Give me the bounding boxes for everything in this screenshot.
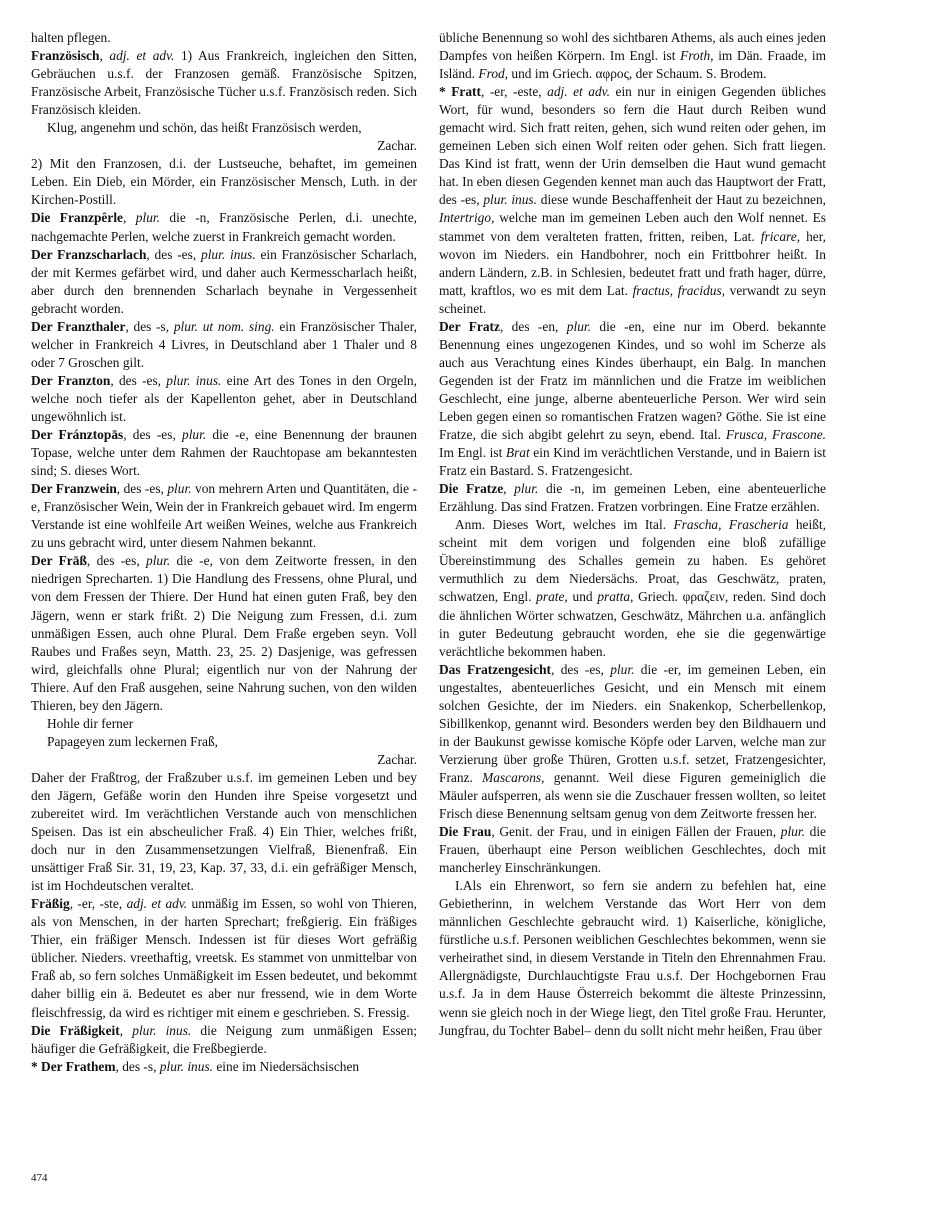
definition-paragraph: 2) Mit den Franzosen, d.i. der Lustseuche, behaftet, im gemeinen Leben. Ein Dieb, ein Mörder, ein Französischer Mensch, Luth. in der Kirchen-Postill. (31, 156, 417, 208)
verse-quote: Hohle dir ferner (47, 715, 134, 731)
definition-text: , Genit. der Frau, und in einigen Fällen der Frauen, (491, 824, 781, 840)
grammar-note: plur. (514, 481, 539, 497)
definition-text: ein Französischer Scharlach, der mit Kermes gefärbet wird, und daher auch Kermesscharlach heißt, aber durch den brennenden Scharlach beynahe in Vergessenheit gebracht worden. (31, 246, 417, 316)
foreign-word: prate, (536, 589, 568, 605)
foreign-word: Brat (505, 445, 530, 461)
definition-text: die -e, eine Benennung der braunen Topase, welche unter dem Rahmen der Rauchtopase am bekanntesten sind; S. dieses Wort. (31, 427, 418, 479)
inflection: , (119, 1022, 133, 1038)
inflection: , des -es, (86, 553, 146, 569)
definition-text: Im Engl. ist (439, 445, 506, 461)
definition-paragraph: Daher der Fraßtrog, der Fraßzuber u.s.f. im gemeinen Leben und bey den Jägern, Gefäße worin den Hunden ihre Speise vorgesetzt und zubereitet wird. Im verächtlichen Verstande auch von menschlichen Speisen. Das ist ein abscheulicher Fraß. 4) Ein Thier, welches frißt, doch nur in den Zusammensetzungen Vielfraß, Bienenfraß. Ein unsättiger Fraß Sir. 31, 19, 23, Kap. 37, 33, d.i. ein gefräßiger Mensch, ist im Hochdeutschen veraltet. (31, 769, 417, 894)
headword: Der Franzthaler (31, 318, 126, 334)
headword: Der Franzwein (31, 481, 117, 497)
foreign-word: Frusca, Frascone. (725, 427, 826, 443)
foreign-word: Frascha, Frascheria (673, 517, 789, 533)
definition-text: unmäßig im Essen, so wohl von Thieren, als von Menschen, in der harten Sprechart; freßgierig. Ein fräßiges Thier, ein fräßiger Mensch. Indessen ist für dieses Wort gefräßig üblicher. Nieders. vreethaftig, vreetsk. Es stammet von unmittelbar von Fraß ab, so fern solches Unmäßigkeit im Essen bedeutet, und bekommt daher billig ein ä. Bedeutet es aber nur fressend, wie in dem Worte fleischfressig, da wird es richtiger mit einem e geschrieben. S. Fressig. (31, 896, 417, 1020)
headword: Die Franzpêrle (31, 210, 123, 226)
entry-fratz (439, 318, 826, 480)
entry-fraessigkeit (31, 1022, 417, 1058)
entry-franzthaler (31, 318, 417, 372)
inflection: , des -en, (499, 318, 567, 334)
definition-text: her, wovon im Nieders. ein Handbohrer, noch ein Frittbohrer heißt. In andern Ländern, z.B. in Schlesien, bedeutet fratt und frath hager, dürre, matt, kraftlos, wo es mit dem Lat. (439, 228, 826, 298)
inflection: , des -es, (123, 427, 182, 443)
entry-frass (31, 552, 417, 714)
foreign-word: Froth, (680, 48, 714, 64)
entry-franzoesisch: Französisch, adj. et adv. 1) Aus Frankreich, ingleichen den Sitten, Gebräuchen u.s.f. der Franzosen gemäß. Französische Spitzen, Französische Arbeit, Französische Tücher u.s.f. Französisch reden. Sich Französisch kleiden. (31, 48, 417, 118)
grammar-note: plur. inus. (483, 192, 537, 208)
entry-fratt (439, 83, 826, 318)
headword: Der Fránztopās (31, 427, 124, 443)
headword: Fräßig (31, 896, 70, 912)
entry-frathem (31, 1058, 417, 1076)
headword: Das Fratzengesicht (439, 661, 551, 677)
grammar-note: plur. (610, 661, 635, 677)
note-paragraph (439, 516, 826, 660)
entry-franzscharlach (31, 246, 417, 318)
definition-text: ein Kind im verächtlichen Verstande, und in Baiern ist Fratz ein Bastard. S. Fratzengesicht. (439, 445, 826, 479)
headword: Der Fratz (439, 318, 500, 334)
verse-quote: Klug, angenehm und schön, das heißt Französisch werden, (47, 120, 362, 136)
inflection: , -er, -ste, (69, 896, 127, 912)
definition-text: welche man im gemeinen Leben auch den Wolf nennet. Es stammet von dem veralteten fratten, fritten, reiben, Lat. (439, 210, 826, 244)
left-column (31, 29, 417, 1076)
quote-source: Zachar. (377, 751, 417, 767)
definition-text: die Frauen, überhaupt eine Person weiblichen Geschlechtes, doch mit mancherley Einschränkungen. (439, 824, 826, 876)
definition-text: die -er, im gemeinen Leben, ein ungestaltes, abenteuerliches Gesicht, und ein Mensch mit einem solchen Gesichte, der im Nieders. ein Snakenkop, Scherbellenkop, Sibillkenkop, genannt wird. Besonders werden bey den Bildhauern und in der Baukunst gewisse komische Köpfe oder Larven, welche man zur Verzierung über große Thüren, Grotten u.s.f. setzet, Fratzengesichter, Franz. (439, 661, 826, 785)
inflection: , -er, -este, (480, 84, 548, 100)
definition-text: ein nur in einigen Gegenden übliches Wort, für wund, besonders so fern die Haut durch Reiben wund gemacht wird. Sich fratt reiten, gehen, sich wund reiten oder gehen, im gemeinen Leben sich einen Wolf reiten oder gehen. Sich fratt liegen. Das Kind ist fratt, wenn der Urin demselben die Haut wund gemacht hat. In eben diesen Gegenden kennet man auch das Hauptwort der Fratt, des -es, (439, 84, 826, 208)
foreign-word: fricare, (760, 228, 801, 244)
grammar-note: adj. et adv. (126, 896, 188, 912)
definition-paragraph: I.Als ein Ehrenwort, so fern sie andern zu befehlen hat, eine Gebietherinn, in welchem Verstande das Wort Herr von dem männlichen Geschlechte gebraucht wird. 1) Kaiserliche, königliche, fürstliche u.s.f. Personen weiblichen Geschlechtes bekommen, wenn sie verheirathet sind, in diesem Verstande in Titeln den Ehrennahmen Frau. Allergnädigste, Durchlauchtigste Frau u.s.f. Der Hochgebornen Frau u.s.f. Ja in dem Hause Österreich bekommt die älteste Prinzessinn, wenn sie gleich noch in der Wiege liegt, den Titel große Frau. Herunter, Jungfrau, du Tochter Babel– denn du sollt nicht mehr heißen, Frau über (439, 878, 826, 1038)
definition-text: heißt, scheint mit dem vorigen und folgenden eine bloß zufällige Übereinstimmung des Schalles gemein zu haben. Es gehöret vermuthlich zu dem Niedersächs. Proat, das Geschwätz, praten, schwatzen, Engl. (439, 517, 826, 605)
entry-franzwein (31, 480, 417, 552)
definition-text: die -en, eine nur im Oberd. bekannte Benennung eines ungezogenen Kindes, und so wohl im Scherze als auch aus Verachtung eines Kindes überhaupt, ein Balg. In manchen Gegenden ist der Fratz im männlichen und die Fratze im weiblichen Geschlecht, eine junge, alberne abenteuerliche Person. Wer wird sein Leben gegen einen so romantischen Fratzen wagen? Göthe. Sie ist eine Fratze, die sich abgibt gelehrt zu seyn, ebend. Ital. (439, 318, 826, 443)
inflection: , des -s, (115, 1058, 160, 1074)
text-run: übliche Benennung so wohl des sichtbaren Athems, als auch eines jeden Dampfes von heißen Körpern. Im Engl. ist (439, 30, 826, 64)
headword: Die Fräßigkeit (31, 1022, 120, 1038)
definition-text: diese wunde Beschaffenheit der Haut zu bezeichnen, (537, 192, 827, 208)
grammar-note: plur. (182, 427, 207, 443)
inflection: , des -s, (125, 318, 174, 334)
grammar-note: plur. (566, 318, 591, 334)
headword: Der Frāß (31, 553, 87, 569)
definition-text: die Neigung zum unmäßigen Essen; häufiger die Gefräßigkeit, die Freßbegierde. (31, 1022, 418, 1056)
headword: Die Fratze (439, 481, 504, 497)
grammar-note: plur. inus. (132, 1022, 192, 1038)
definition-text: eine im Niedersächsischen (213, 1058, 360, 1074)
entry-fratzengesicht (439, 661, 826, 823)
definition-text: die -n, im gemeinen Leben, eine abenteuerliche Erzählung. Das sind Fratzen. Fratzen vorbringen. Eine Fratze erzählen. (439, 481, 826, 515)
grammar-note: plur. (167, 481, 192, 497)
foreign-word: Intertrigo, (439, 210, 495, 226)
headword: * Der Frathem (31, 1058, 116, 1074)
definition-text: die -e, von dem Zeitworte fressen, in den niedrigen Sprecharten. 1) Die Handlung des Fressens, ohne Plural, und von dem Fressen der Thiere. Der Hund hat einen guten Fraß, bey den Jägern, wenn er stark frißt. 2) Die Neigung zum Fressen, d.i. zum unmäßigen Essen, auch ohne Plural. Dem Fraße ergeben seyn. Voll Raubes und Fraßes seyn, Matth. 23, 25. 2) Dasjenige, was gefressen wird, gleichfalls ohne Plural; eigentlich nur von der Nahrung der Thiere. Auf den Fraß ausgehen, seine Nahrung suchen, von den wilden Thieren, bey den Jägern. (31, 553, 417, 713)
text-run: im Dän. Fraade, im Isländ. (439, 48, 826, 82)
definition-text: und (567, 589, 598, 605)
quote-source: Zachar. (377, 138, 417, 154)
text-run: und im Griech. αφρος, der Schaum. S. Brodem. (508, 66, 767, 82)
right-column (439, 29, 826, 1040)
inflection: , des -es, (116, 481, 168, 497)
grammar-note: plur. (135, 210, 160, 226)
definition-text: die -n, Französische Perlen, d.i. unechte, nachgemachte Perlen, welche zuerst in Frankreich gemacht worden. (31, 210, 418, 244)
foreign-word: Mascarons, (482, 769, 545, 785)
foreign-word: pratta, (597, 589, 634, 605)
definition-text: von mehrern Arten und Quantitäten, die -e, Französischer Wein, Wein der in Frankreich gebauet wird. Im engerm Verstande ist eine wohlfeile Art weißen Weines, welche aus Frankreich zu uns gebracht wird, unter diesem Nahmen bekannt. (31, 481, 418, 551)
grammar-note: plur. inus. (159, 1058, 213, 1074)
entry-fratze (439, 480, 826, 516)
foreign-word: Frod, (478, 66, 509, 82)
continuation-line: halten pflegen. (31, 30, 111, 45)
page-number: 474 (31, 1172, 48, 1184)
headword: Französisch (31, 48, 100, 64)
continuation-paragraph (439, 29, 826, 83)
inflection: , des -es, (110, 372, 167, 388)
headword: Die Frau (439, 824, 492, 840)
grammar-note: plur. inus. (166, 372, 222, 388)
grammar-note: plur. (780, 824, 805, 840)
entry-franzperle: Die Franzpêrle, plur. die -n, Französische Perlen, d.i. unechte, nachgemachte Perlen, welche zuerst in Frankreich gemacht worden. (31, 210, 418, 244)
definition-text: genannt. Weil diese Figuren gemeiniglich die Mäuler aufsperren, als wenn sie die Zuschauer fressen wollten, so leitet Frisch diese Benennung seltsam genug von dem Zeitworte fressen her. (439, 769, 826, 822)
entry-frau (439, 823, 826, 877)
definition-text: 1) Aus Frankreich, ingleichen den Sitten, Gebräuchen u.s.f. der Franzosen gemäß. Französische Spitzen, Französische Arbeit, Französische Tücher u.s.f. Französisch reden. Sich Französisch kleiden. (31, 48, 417, 118)
foreign-word: fractus, fracidus, (632, 282, 726, 298)
grammar-note: plur. ut nom. sing. (173, 318, 275, 334)
grammar-note: plur. inus. (201, 246, 256, 262)
headword: Der Franzscharlach (31, 246, 147, 262)
headword: * Fratt (439, 84, 481, 100)
grammar-note: plur. (146, 553, 171, 569)
inflection: , des -es, (146, 246, 201, 262)
entry-franzton (31, 372, 417, 426)
grammar-note: adj. et adv. (547, 84, 610, 100)
grammar-note: adj. et adv. (109, 48, 175, 64)
verse-quote: Papageyen zum leckernen Fraß, (47, 733, 219, 749)
definition-text: Griech. φραζειν, reden. Sind doch die ähnlichen Wörter schwatzen, Geschwätz, Mährchen u.a. anfänglich in guter Bedeutung gebraucht worden, ehe sie die gegenwärtige verächtliche bekommen haben. (439, 589, 827, 659)
inflection: , (503, 481, 515, 497)
definition-text: Anm. Dieses Wort, welches im Ital. (455, 517, 674, 533)
entry-franztopas (31, 426, 417, 480)
definition-text: ein Französischer Thaler, welcher in Frankreich 4 Livres, in Deutschland aber 1 Thaler und 8 oder 7 Groschen gilt. (31, 318, 417, 370)
headword: Der Franzton (31, 372, 111, 388)
inflection: , des -es, (550, 661, 611, 677)
entry-fraessig (31, 895, 417, 1021)
definition-text: eine Art des Tones in den Orgeln, welche noch tiefer als der Kapellenton gehet, aber in Deutschland ungewöhnlich ist. (31, 372, 417, 424)
definition-text: verwandt zu seyn scheinet. (439, 282, 826, 316)
